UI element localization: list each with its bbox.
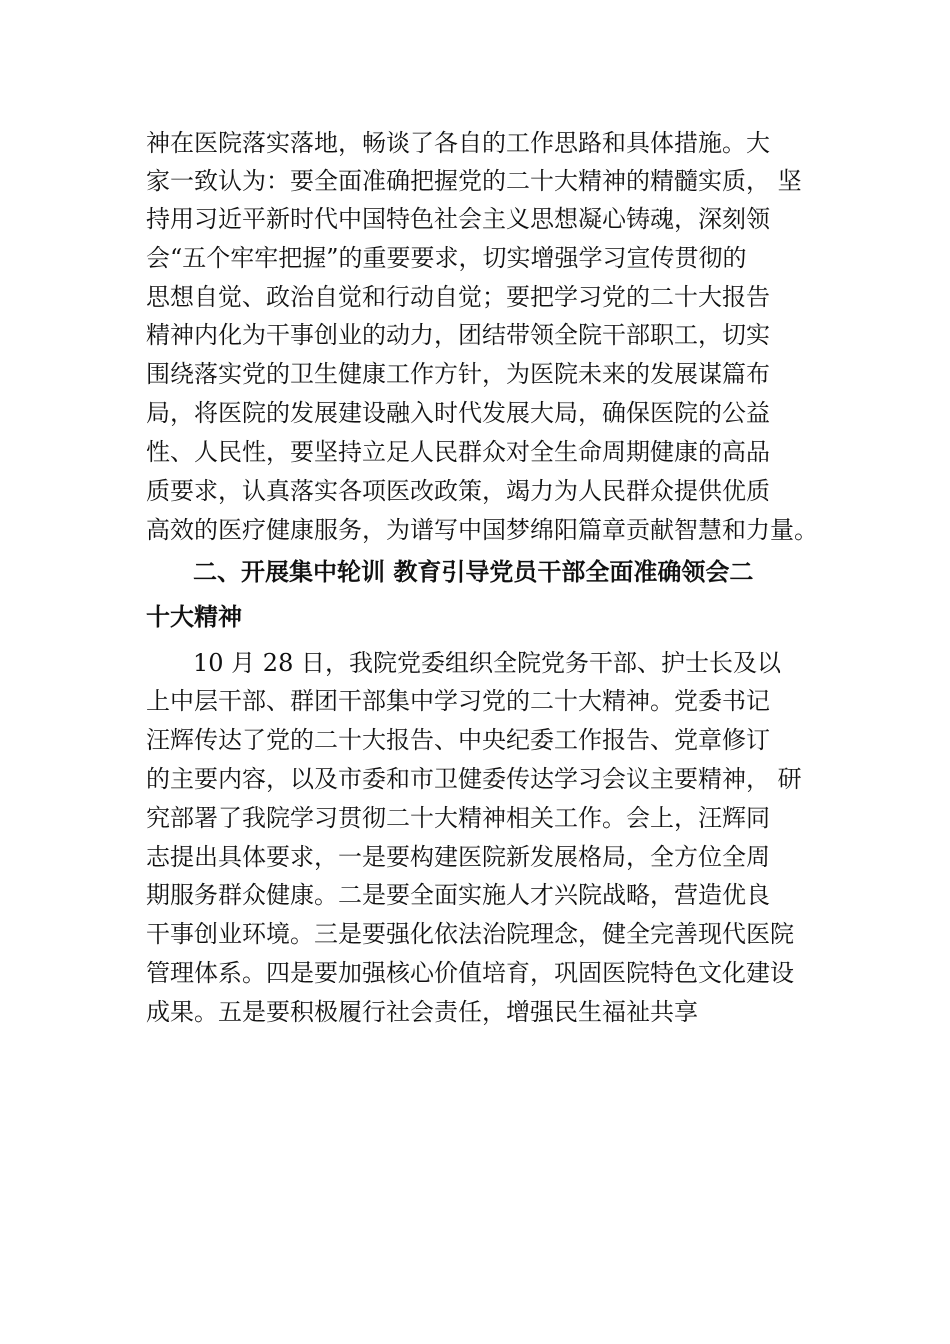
paragraph-1-line-5: 思想自觉、政治自觉和行动自觉；要把学习党的二十大报告 bbox=[146, 283, 770, 311]
paragraph-2-line-5: 究部署了我院学习贯彻二十大精神相关工作。会上，汪辉同 bbox=[146, 804, 770, 832]
paragraph-1-line-11: 高效的医疗健康服务，为谱写中国梦绵阳篇章贡献智慧和力量。 bbox=[146, 516, 818, 544]
paragraph-2-line-2: 上中层干部、群团干部集中学习党的二十大精神。党委书记 bbox=[146, 687, 770, 715]
paragraph-1-line-7: 围绕落实党的卫生健康工作方针，为医院未来的发展谋篇布 bbox=[146, 360, 770, 388]
paragraph-1-line-2: 家一致认为：要全面准确把握党的二十大精神的精髓实质， 坚 bbox=[146, 167, 802, 195]
paragraph-2-line-10: 成果。五是要积极履行社会责任，增强民生福祉共享 bbox=[146, 998, 698, 1026]
paragraph-1-line-9: 性、人民性，要坚持立足人民群众对全生命周期健康的高品 bbox=[146, 438, 770, 466]
paragraph-2-line-7: 期服务群众健康。二是要全面实施人才兴院战略，营造优良 bbox=[146, 881, 770, 909]
paragraph-2-line-4: 的主要内容，以及市委和市卫健委传达学习会议主要精神， 研 bbox=[146, 765, 802, 793]
paragraph-1-line-1: 神在医院落实落地，畅谈了各自的工作思路和具体措施。大 bbox=[146, 129, 770, 157]
section-heading-line-2: 十大精神 bbox=[146, 603, 242, 631]
paragraph-2-line-1: 10 月 28 日，我院党委组织全院党务干部、护士长及以 bbox=[193, 649, 781, 677]
paragraph-1-line-10: 质要求，认真落实各项医改政策，竭力为人民群众提供优质 bbox=[146, 477, 770, 505]
paragraph-2-line-3: 汪辉传达了党的二十大报告、中央纪委工作报告、党章修订 bbox=[146, 726, 770, 754]
paragraph-1-line-8: 局，将医院的发展建设融入时代发展大局，确保医院的公益 bbox=[146, 399, 770, 427]
paragraph-2-line-8: 干事创业环境。三是要强化依法治院理念，健全完善现代医院 bbox=[146, 920, 794, 948]
section-heading-line-1: 二、开展集中轮训 教育引导党员干部全面准确领会二 bbox=[193, 558, 754, 586]
paragraph-1-line-3: 持用习近平新时代中国特色社会主义思想凝心铸魂，深刻领 bbox=[146, 205, 770, 233]
paragraph-2-line-9: 管理体系。四是要加强核心价值培育，巩固医院特色文化建设 bbox=[146, 959, 794, 987]
paragraph-2-line-6: 志提出具体要求，一是要构建医院新发展格局，全方位全周 bbox=[146, 843, 770, 871]
paragraph-1-line-6: 精神内化为干事创业的动力，团结带领全院干部职工，切实 bbox=[146, 321, 770, 349]
paragraph-1-line-4: 会“五个牢牢把握”的重要要求，切实增强学习宣传贯彻的 bbox=[146, 244, 747, 272]
